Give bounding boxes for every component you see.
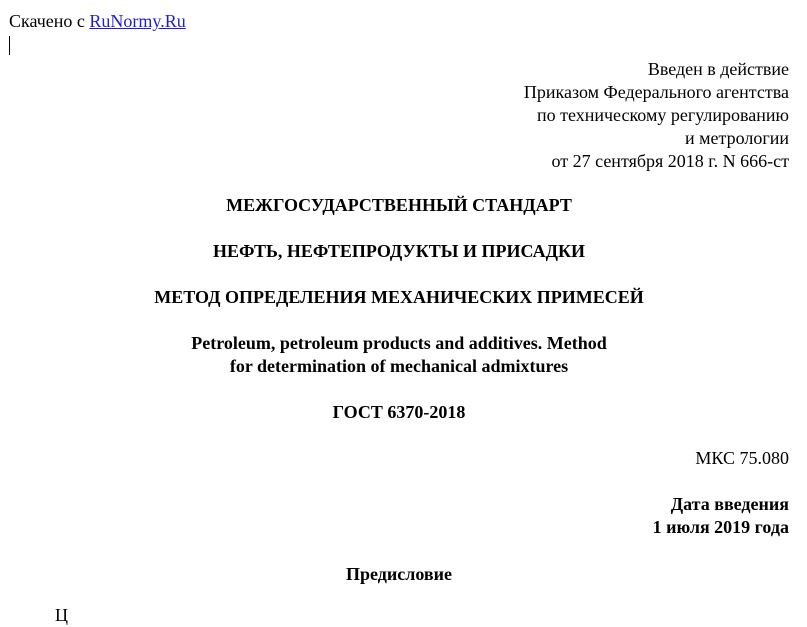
downloaded-prefix: Скачено с (9, 11, 85, 31)
runormy-link[interactable]: RuNormy.Ru (89, 11, 186, 31)
approval-line: от 27 сентября 2018 г. N 666-ст (551, 151, 789, 171)
english-title-line-2: for determination of mechanical admixtures (229, 356, 569, 376)
subject-heading: НЕФТЬ, НЕФТЕПРОДУКТЫ И ПРИСАДКИ (212, 241, 586, 261)
mks-code: МКС 75.080 (695, 448, 789, 468)
preface-heading: Предисловие (346, 564, 452, 584)
english-title-line-1: Petroleum, petroleum products and additives. Method (191, 333, 607, 353)
effective-date-value: 1 июля 2019 года (652, 517, 789, 537)
text-cursor (9, 36, 10, 55)
approval-block (524, 58, 789, 173)
approval-line: Приказом Федерального агентства (523, 82, 789, 102)
approval-line: и метрологии (685, 128, 789, 148)
method-heading: МЕТОД ОПРЕДЕЛЕНИЯ МЕХАНИЧЕСКИХ ПРИМЕСЕЙ (154, 287, 644, 307)
effective-date-label: Дата введения (670, 494, 789, 514)
downloaded-from-note (9, 10, 186, 32)
approval-line: Введен в действие (647, 59, 789, 79)
approval-line: по техническому регулированию (536, 105, 789, 125)
preface-first-line: Ц (55, 605, 68, 625)
standard-type-heading: МЕЖГОСУДАРСТВЕННЫЙ СТАНДАРТ (226, 195, 572, 215)
gost-code: ГОСТ 6370-2018 (332, 402, 466, 422)
